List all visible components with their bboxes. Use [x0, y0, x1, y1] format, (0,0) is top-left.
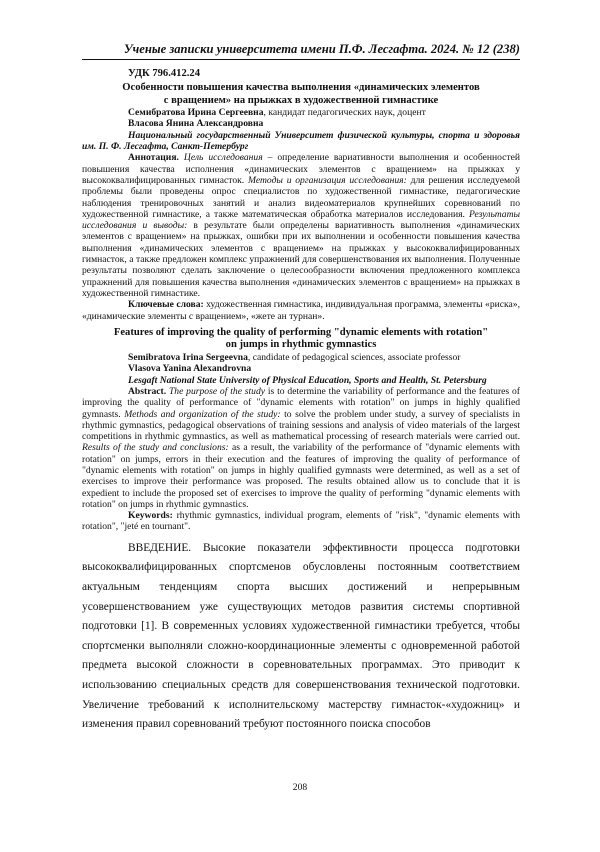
title-ru-line1: Особенности повышения качества выполнения «динамических элементов [122, 82, 480, 93]
keywords-en-text: rhythmic gymnastics, individual program, elements of "risk", "dynamic elements with rotation", "jeté en tournant". [82, 510, 520, 533]
abstract-ru-purpose-label: Цель исследования [183, 152, 263, 164]
title-en-line2: on jumps in rhythmic gymnastics [225, 339, 377, 351]
abstract-ru-methods-label: Методы и организация исследования: [247, 174, 407, 186]
title-en-line1: Features of improving the quality of performing "dynamic elements with rotation" [113, 326, 489, 338]
author-en-1-title: , candidate of pedagogical sciences, associate professor [247, 352, 461, 364]
journal-header: Ученые записки университета имени П.Ф. Лесгафта. 2024. № 12 (238) [123, 42, 520, 56]
author-ru-2: Власова Янина Александровна [128, 118, 264, 130]
affiliation-en: Lesgaft National State University of Physical Education, Sports and Health, St. Petersburg [128, 374, 487, 386]
header-rule [82, 59, 520, 60]
title-ru-line2: с вращением» на прыжках в художественной гимнастике [163, 94, 439, 106]
title-ru [82, 82, 520, 107]
abstract-ru-methods: для решения исследуемой проблемы были проведены опрос специалистов по художественной гимнастике, педагогические наблюдения тренировочных занятий и анализ видеоматериалов крупнейших соревнований по художественной гимнастике, а также математическая обработка материалов исследования. [82, 174, 520, 220]
abstract-en-results: as a result, the variability of the performance of "dynamic elements with rotation" on jumps, errors in their execution and the features of improving the quality of performance of "dynamic elements with rotation" on jumps in highly qualified gymnasts were determined, as well as a set of exercises to improve their performance was proposed. The results obtained allow us to conclude that it is expedient to include the proposed set of exercises to improve the quality of performing "dynamic elements with rotation" on jumps in rhythmic gymnastics. [82, 442, 520, 510]
author-en-2: Vlasova Yanina Alexandrovna [128, 363, 252, 375]
keywords-ru [82, 299, 520, 322]
abstract-en-label: Abstract. [128, 385, 167, 397]
keywords-ru-label: Ключевые слова: [128, 299, 204, 311]
author-ru-1 [82, 107, 520, 118]
udk-code: УДК 796.412.24 [128, 68, 200, 79]
title-en [82, 327, 520, 352]
abstract-ru-label: Аннотация. [128, 152, 179, 164]
abstract-en-methods-label: Methods and organization of the study: [124, 408, 281, 420]
abstract-ru-results: в результате были определены вариативность выполнения «динамических элементов с вращением» на прыжках, ошибки при их выполнении и особенности повышения качества выполнения «динамических элементов с вращением» на прыжках у высококвалифицированных гимнасток, а также предложен комплекс упражнений для совершенствования их выполнения. Полученные результаты позволяют сделать заключение о целесообразности включения предложенного комплекса упражнений для повышения качества выполнения «динамических элементов с вращением» на прыжках в художественной гимнастике. [82, 220, 520, 299]
keywords-en [82, 510, 520, 533]
author-ru-1-title: , кандидат педагогических наук, доцент [263, 107, 426, 119]
article-content [82, 68, 520, 735]
abstract-en-purpose-label: The purpose of the study [168, 385, 266, 397]
author-en-1-name: Semibratova Irina Sergeevna [128, 352, 248, 364]
abstract-en-results-label: Results of the study and conclusions: [82, 442, 229, 454]
abstract-en [82, 386, 520, 510]
author-en-1 [82, 352, 520, 363]
abstract-en-methods: to solve the problem under study, a survey of specialists in rhythmic gymnastics, pedagogical observations of training sessions and analysis of video materials of the largest competitions in rhythmic gymnastics, as well as mathematical processing of research materials were carried out. [82, 408, 521, 443]
abstract-ru-results-label: Результаты исследования и выводы: [82, 208, 520, 232]
affiliation-ru: Национальный государственный Университет физической культуры, спорта и здоровья им. П. Ф. Лесгафта, Санкт-Петербург [82, 129, 520, 153]
abstract-en-purpose: is to determine the variability of performance and the features of improving the quality of performance of "dynamic elements with rotation" on jumps in highly qualified gymnasts. [82, 385, 520, 420]
abstract-ru [82, 152, 520, 299]
author-ru-1-name: Семибратова Ирина Сергеевна [128, 107, 264, 119]
page-number: 208 [292, 782, 308, 793]
abstract-ru-purpose: – определение вариативности выполнения и особенностей повышения качества исполнения «динамических элементов с вращением» на прыжках у высококвалифицированных гимнасток. [82, 152, 520, 186]
keywords-ru-text: художественная гимнастика, индивидуальная программа, элементы «риска», «динамические элементы с вращением», «жете ан турнан». [82, 299, 520, 322]
keywords-en-label: Keywords: [128, 510, 173, 522]
introduction-paragraph: ВВЕДЕНИЕ. Высокие показатели эффективности процесса подготовки высококвалифицированных спортсменов обусловлены постоянным соответствием актуальным тенденциям спорта высших достижений и непрерывным усовершенствованием уже существующих методов развития системы спортивной подготовки [1]. В современных условиях художественной гимнастики требуется, чтобы спортсменки выполняли сложно-координационные элементы с одновременной работой предмета высокой сложности в соревновательных программах. Это приводит к использованию специальных средств для совершенствования технической подготовки. Увеличение требований к исполнительскому мастерству гимнасток-«художниц» и изменения правил соревнований требуют постоянного поиска способов [82, 541, 520, 731]
